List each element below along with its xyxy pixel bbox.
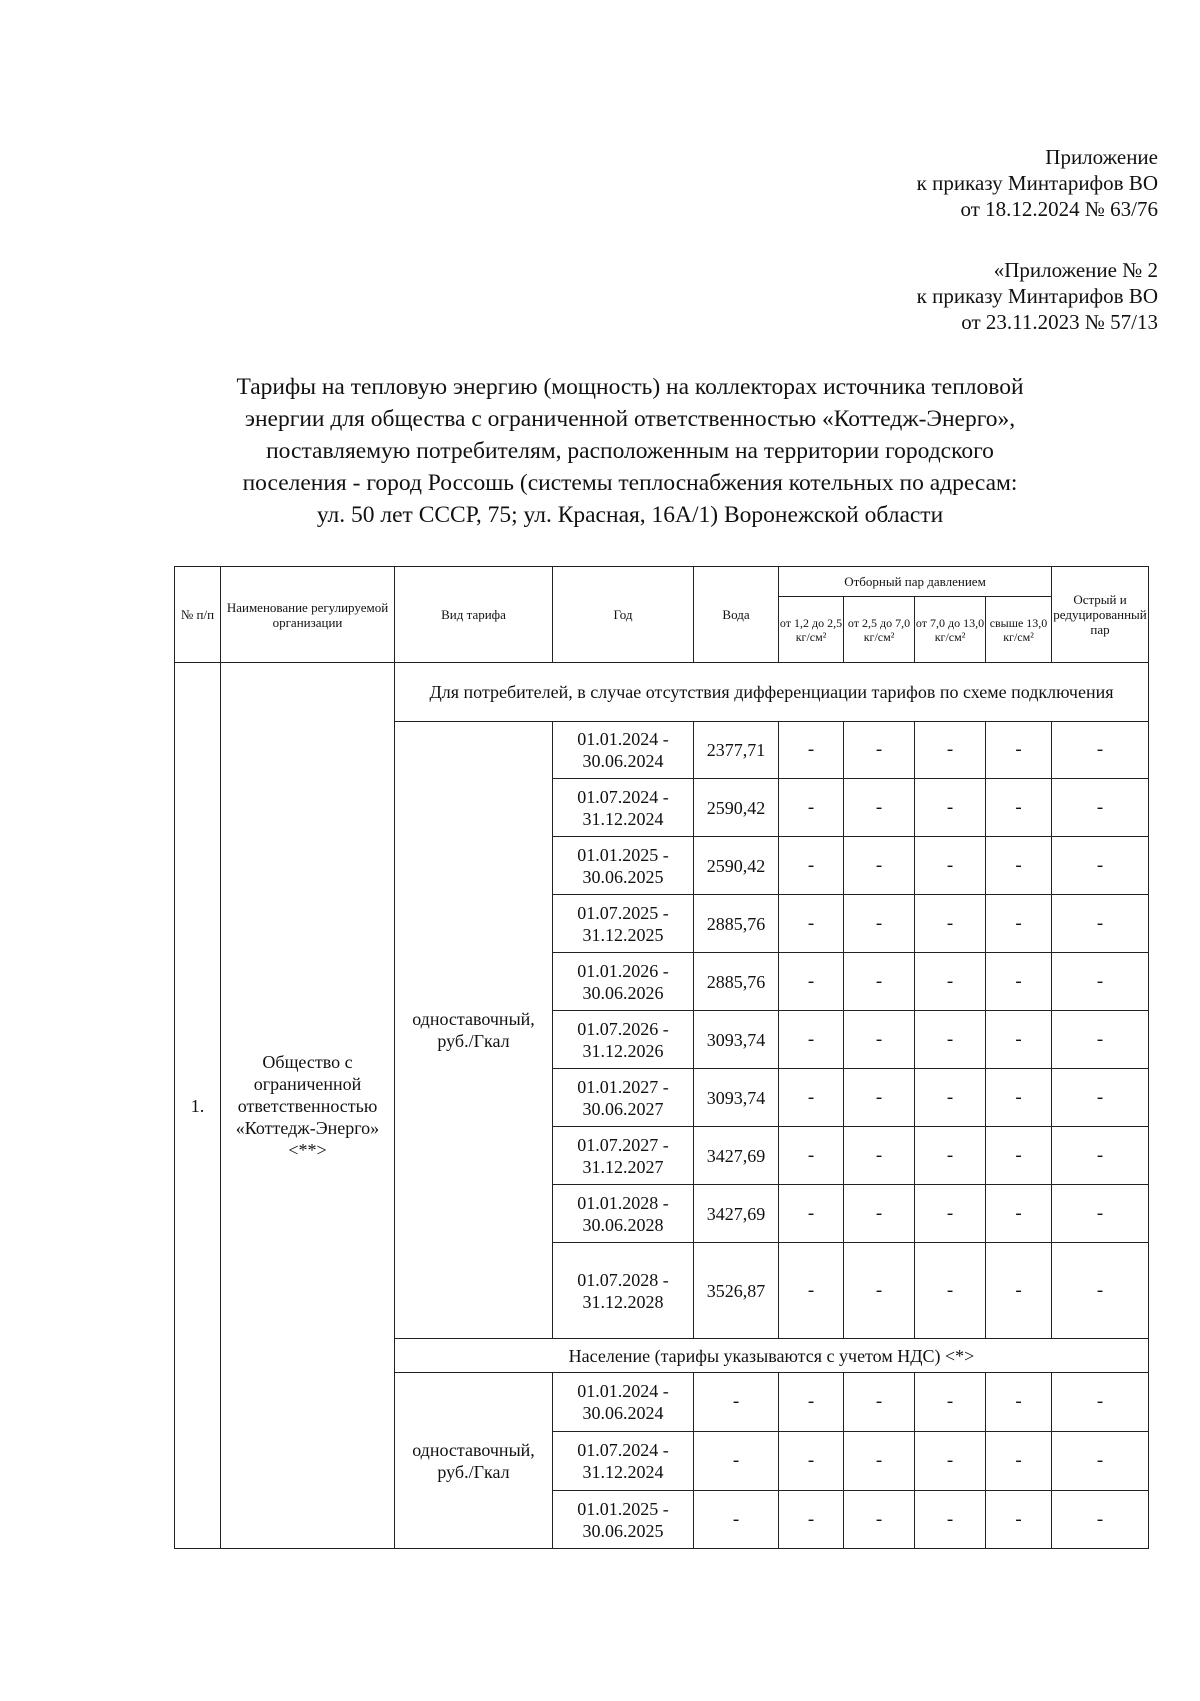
dash-cell: - — [1052, 1185, 1149, 1243]
header-num: № п/п — [175, 567, 221, 663]
dash-cell: - — [1052, 1243, 1149, 1339]
dash-cell: - — [915, 722, 986, 779]
period-cell: 01.07.2025 - 31.12.2025 — [553, 895, 694, 953]
water-cell: - — [694, 1432, 779, 1491]
dash-cell: - — [986, 1011, 1052, 1069]
dash-cell: - — [844, 722, 915, 779]
tariff-kind: одноставочный, руб./Гкал — [395, 722, 553, 1339]
dash-cell: - — [844, 1432, 915, 1491]
header-sharp-steam: Острый и редуцированный пар — [1052, 567, 1149, 663]
row-number: 1. — [175, 663, 221, 1549]
dash-cell: - — [1052, 1432, 1149, 1491]
dash-cell: - — [986, 837, 1052, 895]
period-cell: 01.07.2024 - 31.12.2024 — [553, 779, 694, 837]
dash-cell: - — [986, 953, 1052, 1011]
dash-cell: - — [986, 1127, 1052, 1185]
section-header: Население (тарифы указываются с учетом НДС) <*> — [395, 1339, 1149, 1373]
dash-cell: - — [915, 1127, 986, 1185]
dash-cell: - — [844, 779, 915, 837]
dash-cell: - — [779, 779, 844, 837]
document-title — [130, 371, 1130, 531]
period-cell: 01.01.2026 - 30.06.2026 — [553, 953, 694, 1011]
period-cell: 01.01.2027 - 30.06.2027 — [553, 1069, 694, 1127]
section-row — [175, 663, 1149, 722]
period-cell: 01.07.2028 - 31.12.2028 — [553, 1243, 694, 1339]
title-line: поставляемую потребителям, расположенным на территории городского — [266, 438, 994, 464]
dash-cell: - — [1052, 1011, 1149, 1069]
water-cell: 2590,42 — [694, 837, 779, 895]
water-cell: 3526,87 — [694, 1243, 779, 1339]
annex-line: Приложение — [1045, 145, 1158, 169]
dash-cell: - — [1052, 837, 1149, 895]
dash-cell: - — [844, 1069, 915, 1127]
dash-cell: - — [986, 1185, 1052, 1243]
dash-cell: - — [844, 1491, 915, 1549]
dash-cell: - — [986, 722, 1052, 779]
dash-cell: - — [779, 1011, 844, 1069]
period-cell: 01.01.2025 - 30.06.2025 — [553, 1491, 694, 1549]
dash-cell: - — [915, 1491, 986, 1549]
water-cell: - — [694, 1373, 779, 1432]
dash-cell: - — [779, 1373, 844, 1432]
dash-cell: - — [844, 1127, 915, 1185]
dash-cell: - — [915, 779, 986, 837]
dash-cell: - — [779, 1069, 844, 1127]
dash-cell: - — [844, 1373, 915, 1432]
header-steam-3: от 7,0 до 13,0 кг/см² — [915, 597, 986, 663]
dash-cell: - — [915, 1432, 986, 1491]
dash-cell: - — [1052, 1491, 1149, 1549]
dash-cell: - — [779, 1243, 844, 1339]
dash-cell: - — [986, 779, 1052, 837]
dash-cell: - — [844, 895, 915, 953]
dash-cell: - — [915, 895, 986, 953]
dash-cell: - — [986, 1432, 1052, 1491]
header-steam-1: от 1,2 до 2,5 кг/см² — [779, 597, 844, 663]
dash-cell: - — [779, 1432, 844, 1491]
annex-line: от 23.11.2023 № 57/13 — [961, 310, 1158, 334]
dash-cell: - — [779, 953, 844, 1011]
dash-cell: - — [1052, 953, 1149, 1011]
section-header: Для потребителей, в случае отсутствия дифференциации тарифов по схеме подключения — [395, 663, 1149, 722]
tariff-kind: одноставочный, руб./Гкал — [395, 1373, 553, 1549]
annex-header-current — [917, 144, 1158, 222]
title-line: Тарифы на тепловую энергию (мощность) на коллекторах источника тепловой — [236, 374, 1024, 400]
dash-cell: - — [986, 1491, 1052, 1549]
period-cell: 01.07.2027 - 31.12.2027 — [553, 1127, 694, 1185]
header-org: Наименование регулируемой организации — [221, 567, 395, 663]
water-cell: 3427,69 — [694, 1127, 779, 1185]
dash-cell: - — [915, 1243, 986, 1339]
annex-line: к приказу Минтарифов ВО — [916, 284, 1158, 308]
water-cell: - — [694, 1491, 779, 1549]
dash-cell: - — [915, 1011, 986, 1069]
organization-name: Общество с ограниченной ответственностью «Коттедж-Энерго» <**> — [221, 663, 395, 1549]
title-line: энергии для общества с ограниченной ответственностью «Коттедж-Энерго», — [244, 406, 1016, 432]
dash-cell: - — [844, 1011, 915, 1069]
dash-cell: - — [779, 1491, 844, 1549]
period-cell: 01.01.2025 - 30.06.2025 — [553, 837, 694, 895]
water-cell: 2885,76 — [694, 895, 779, 953]
title-line: ул. 50 лет СССР, 75; ул. Красная, 16А/1) Воронежской области — [316, 502, 944, 528]
header-water: Вода — [694, 567, 779, 663]
dash-cell: - — [1052, 779, 1149, 837]
header-year: Год — [553, 567, 694, 663]
dash-cell: - — [915, 1373, 986, 1432]
dash-cell: - — [915, 837, 986, 895]
dash-cell: - — [1052, 722, 1149, 779]
dash-cell: - — [844, 837, 915, 895]
dash-cell: - — [986, 1243, 1052, 1339]
header-steam-2: от 2,5 до 7,0 кг/см² — [844, 597, 915, 663]
header-kind: Вид тарифа — [395, 567, 553, 663]
water-cell: 2377,71 — [694, 722, 779, 779]
dash-cell: - — [844, 1243, 915, 1339]
water-cell: 2885,76 — [694, 953, 779, 1011]
period-cell: 01.01.2028 - 30.06.2028 — [553, 1185, 694, 1243]
water-cell: 2590,42 — [694, 779, 779, 837]
dash-cell: - — [1052, 1373, 1149, 1432]
tariffs-body — [175, 663, 1149, 1549]
dash-cell: - — [1052, 1069, 1149, 1127]
header-steam-4: свыше 13,0 кг/см² — [986, 597, 1052, 663]
period-cell: 01.07.2026 - 31.12.2026 — [553, 1011, 694, 1069]
dash-cell: - — [779, 895, 844, 953]
dash-cell: - — [779, 1127, 844, 1185]
dash-cell: - — [986, 1069, 1052, 1127]
dash-cell: - — [1052, 1127, 1149, 1185]
annex-line: от 18.12.2024 № 63/76 — [960, 197, 1158, 221]
dash-cell: - — [779, 1185, 844, 1243]
dash-cell: - — [779, 722, 844, 779]
annex-line: «Приложение № 2 — [993, 258, 1158, 282]
dash-cell: - — [844, 953, 915, 1011]
annex-header-original — [917, 257, 1158, 335]
dash-cell: - — [844, 1185, 915, 1243]
tariffs-table — [174, 566, 1149, 1549]
dash-cell: - — [1052, 895, 1149, 953]
period-cell: 01.01.2024 - 30.06.2024 — [553, 722, 694, 779]
annex-line: к приказу Минтарифов ВО — [916, 171, 1158, 195]
dash-cell: - — [915, 953, 986, 1011]
period-cell: 01.01.2024 - 30.06.2024 — [553, 1373, 694, 1432]
water-cell: 3427,69 — [694, 1185, 779, 1243]
dash-cell: - — [986, 1373, 1052, 1432]
dash-cell: - — [915, 1069, 986, 1127]
period-cell: 01.07.2024 - 31.12.2024 — [553, 1432, 694, 1491]
header-steam-group: Отборный пар давлением — [779, 567, 1052, 597]
dash-cell: - — [779, 837, 844, 895]
dash-cell: - — [986, 895, 1052, 953]
title-line: поселения - город Россошь (системы теплоснабжения котельных по адресам: — [242, 470, 1018, 496]
dash-cell: - — [915, 1185, 986, 1243]
water-cell: 3093,74 — [694, 1069, 779, 1127]
water-cell: 3093,74 — [694, 1011, 779, 1069]
